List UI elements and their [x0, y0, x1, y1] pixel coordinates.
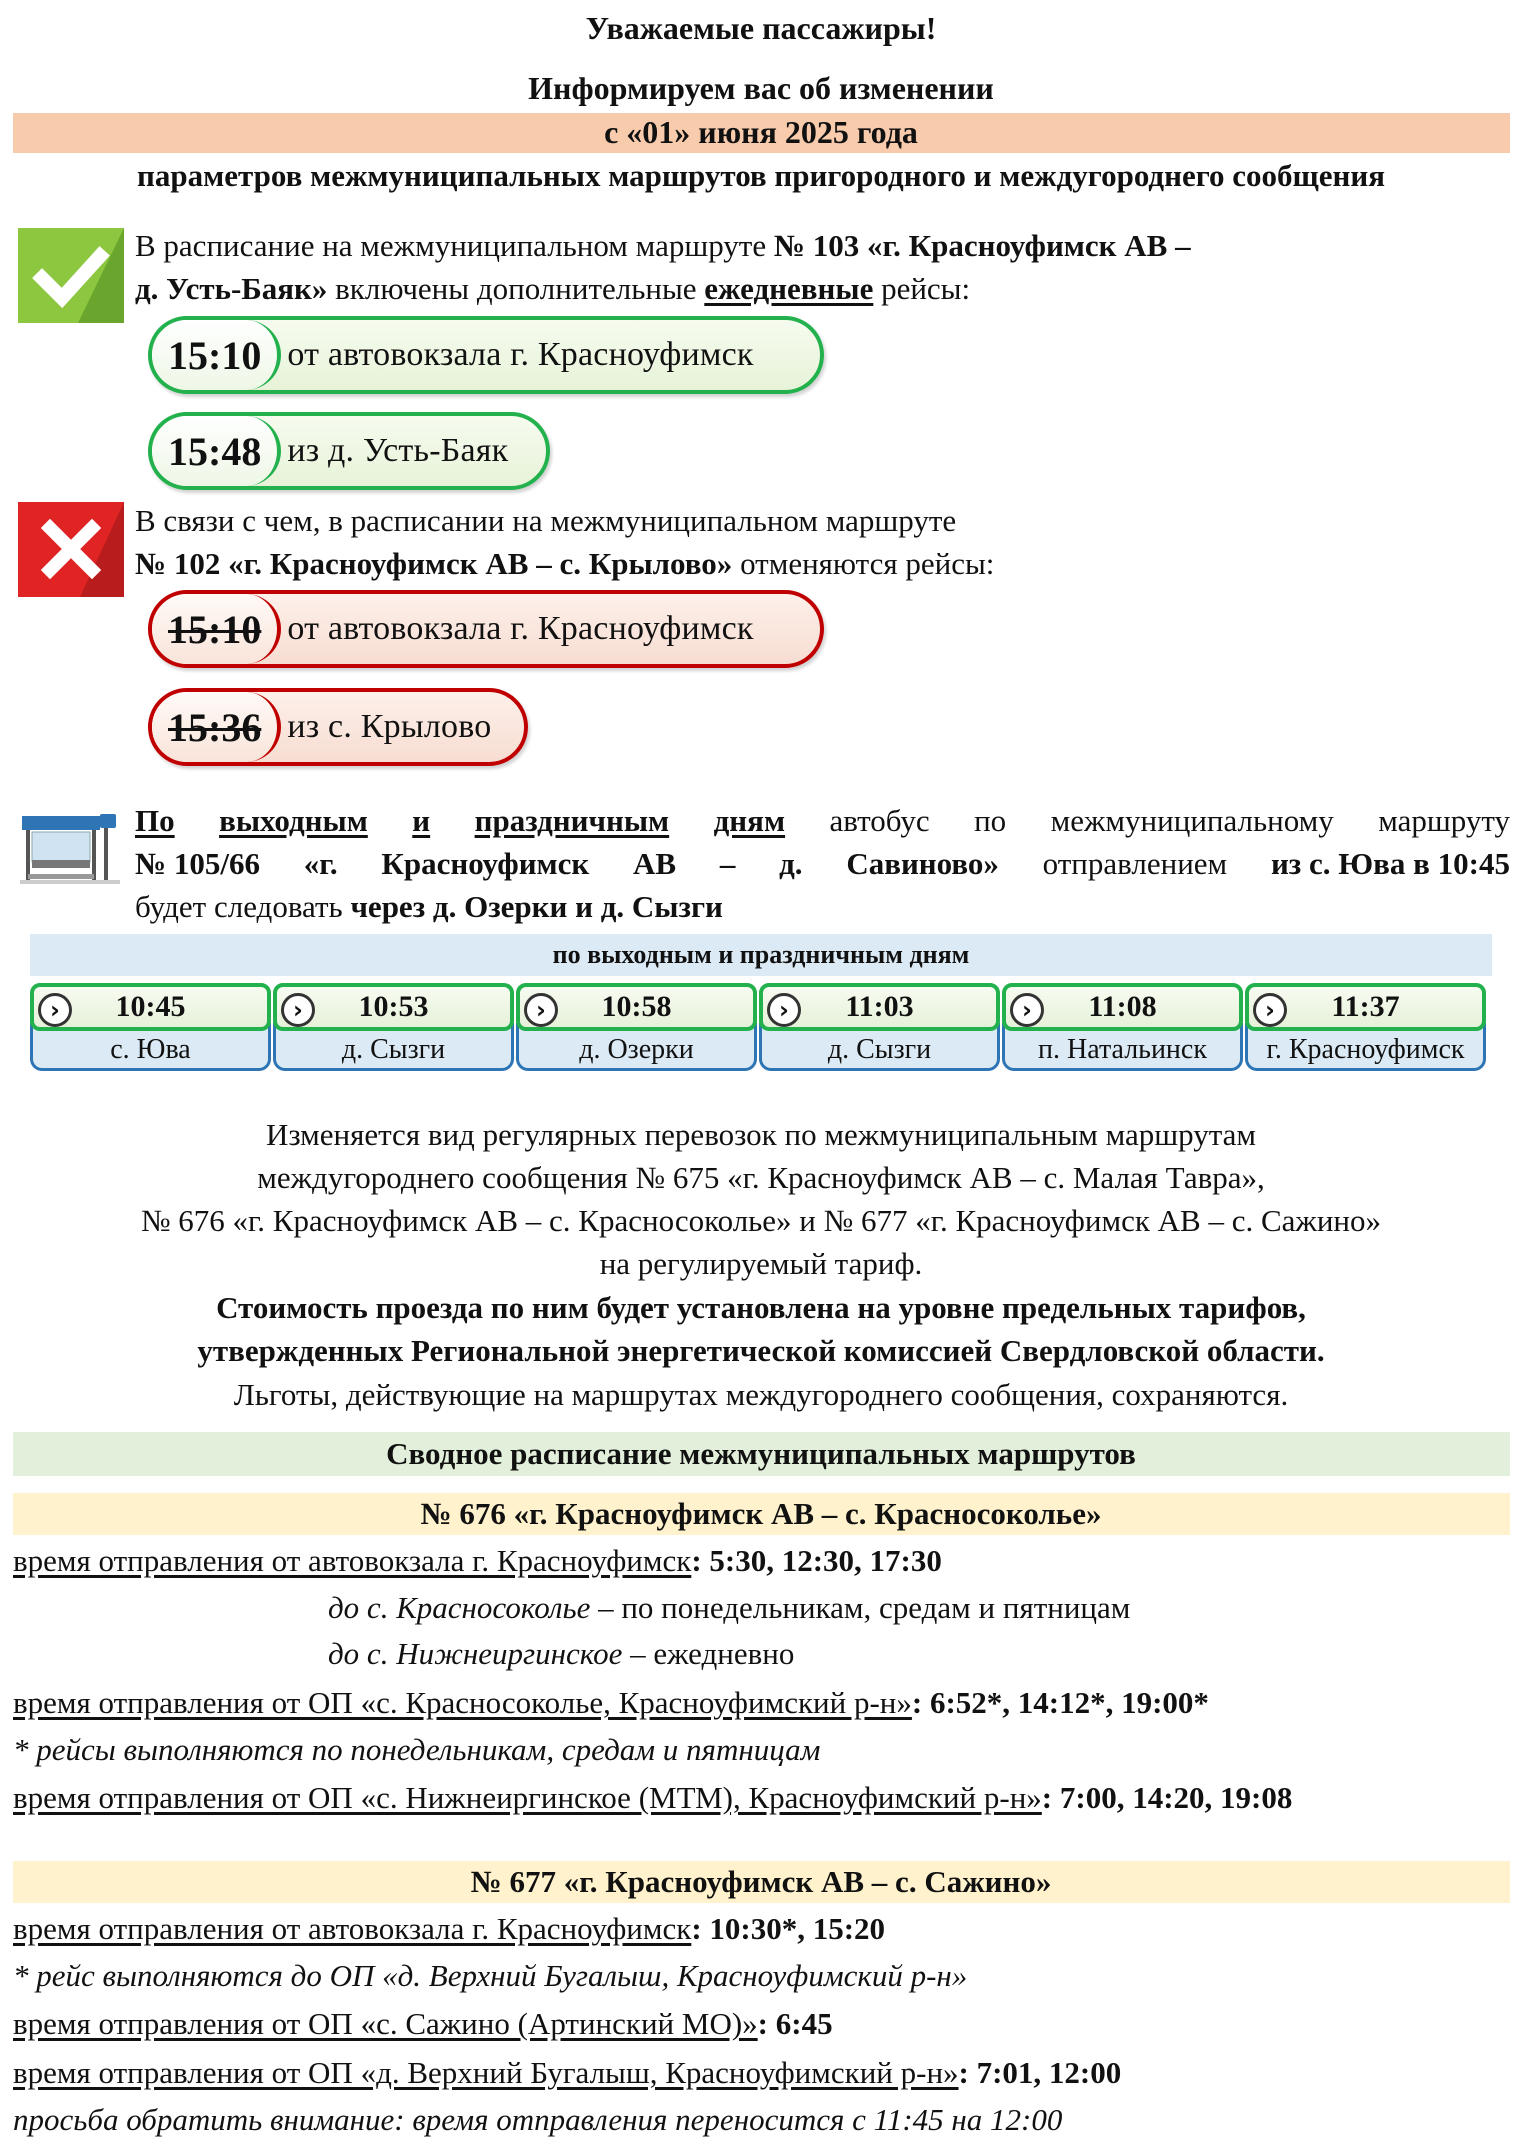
s3-word: № 105/66 [135, 846, 261, 881]
route-677-title: № 677 «г. Красноуфимск АВ – с. Сажино» [470, 1864, 1052, 1899]
greeting: Уважаемые пассажиры! [585, 10, 937, 46]
trip-label: из с. Крылово [287, 708, 492, 745]
chevron-right-icon: › [767, 993, 801, 1027]
r677-star: * рейс выполняются до ОП «д. Верхний Бугалыш, Красноуфимский р-н» [13, 1958, 968, 1993]
route-stop [759, 983, 1000, 1071]
s3-word: по [974, 803, 1007, 838]
stop-name: д. Озерки [516, 1023, 757, 1071]
s1-route: № 103 «г. Красноуфимск АВ – [773, 228, 1191, 263]
trip-label: от автовокзала г. Красноуфимск [287, 610, 754, 647]
s3-word: праздничным [474, 803, 670, 838]
s3-word: отправлением [1042, 846, 1228, 881]
check-icon [18, 228, 124, 323]
trip-badge-added [148, 412, 550, 490]
summary-title: Сводное расписание межмуниципальных маршрутов [386, 1436, 1136, 1471]
trip-time: 15:48 [152, 416, 281, 486]
route-stop [1245, 983, 1486, 1071]
r676-dep3 [13, 1780, 1292, 1816]
trip-label: из д. Усть-Баяк [287, 432, 509, 469]
trip-badge-cancelled [148, 688, 528, 766]
s4-line6: утвержденных Региональной энергетической комиссией Свердловской области. [197, 1333, 1325, 1368]
stop-time: 11:08 [1088, 990, 1157, 1023]
trip-time: 15:10 [152, 320, 281, 390]
trip-time: 15:36 [152, 692, 281, 762]
s3-word: автобус [829, 803, 930, 838]
trip-badge-cancelled [148, 590, 824, 668]
s3-word: «г. [303, 846, 338, 881]
stop-time-box [1245, 983, 1486, 1031]
stop-name: г. Красноуфимск [1245, 1023, 1486, 1071]
s3-word: Савиново» [846, 846, 999, 881]
s3-line2 [135, 846, 1510, 882]
s3-line3 [135, 889, 723, 925]
r676-note1 [328, 1590, 1130, 1626]
stop-name: д. Сызги [759, 1023, 1000, 1071]
s1-line1 [135, 228, 1191, 264]
stop-time-box [759, 983, 1000, 1031]
s1-line2 [135, 271, 970, 307]
s1-text-b: включены дополнительные [327, 271, 705, 306]
note-text: – ежедневно [622, 1636, 795, 1671]
trip-label: от автовокзала г. Красноуфимск [287, 336, 754, 373]
r676-star: * рейсы выполняются по понедельникам, средам и пятницам [13, 1732, 821, 1767]
inform-line: Информируем вас об изменении [528, 70, 994, 106]
s3-line1 [135, 803, 1510, 839]
r676-dep2 [13, 1685, 1209, 1721]
stop-name: с. Юва [30, 1023, 271, 1071]
s3-word: – [719, 846, 736, 881]
dep-label: время отправления от автовокзала г. Красноуфимск [13, 1911, 692, 1946]
r677-note: просьба обратить внимание: время отправления переносится с 11:45 на 12:00 [13, 2102, 1063, 2137]
r677-dep3 [13, 2055, 1121, 2091]
r676-note2 [328, 1636, 794, 1672]
dep-label: время отправления от ОП «с. Сажино (Артинский МО)» [13, 2006, 758, 2041]
route-stop [273, 983, 514, 1071]
trip-badge-added [148, 316, 824, 394]
s4-line1: Изменяется вид регулярных перевозок по межмуниципальным маршрутам [265, 1117, 1257, 1152]
s2-route: № 102 «г. Красноуфимск АВ – с. Крылово» [135, 546, 733, 581]
stop-time: 10:45 [115, 990, 186, 1023]
stop-time-box [516, 983, 757, 1031]
r676-dep1 [13, 1543, 942, 1579]
chevron-right-icon: › [1253, 993, 1287, 1027]
s4-line3: № 676 «г. Красноуфимск АВ – с. Красносоколье» и № 677 «г. Красноуфимск АВ – с. Сажино» [140, 1203, 1381, 1238]
dep-label: время отправления от ОП «с. Красносоколье, Красноуфимский р-н» [13, 1685, 912, 1720]
trip-time: 15:10 [152, 594, 281, 664]
cross-icon [18, 502, 124, 597]
s3-word: межмуниципальному [1050, 803, 1334, 838]
stop-time: 10:53 [358, 990, 429, 1023]
note-text: – по понедельникам, средам и пятницам [590, 1590, 1131, 1625]
s3-word: из с. Юва в 10:45 [1270, 846, 1510, 881]
s1-route-b: д. Усть-Баяк» [135, 271, 328, 306]
stop-time-box [30, 983, 271, 1031]
dep-times: : 10:30*, 15:20 [691, 1911, 886, 1946]
weekend-banner: по выходным и праздничным дням [30, 934, 1492, 976]
s3-word: выходным [219, 803, 368, 838]
chevron-right-icon: › [524, 993, 558, 1027]
s2-line1: В связи с чем, в расписании на межмуниципальном маршруте [135, 503, 957, 538]
s3-text: будет следовать [135, 889, 351, 924]
s3-word: По [135, 803, 175, 838]
note-dest: до с. Красносоколье [328, 1590, 591, 1625]
s3-via: через д. Озерки и д. Сызги [350, 889, 723, 924]
dep-label: время отправления от ОП «д. Верхний Бугалыш, Красноуфимский р-н» [13, 2055, 959, 2090]
stop-time: 11:37 [1331, 990, 1400, 1023]
dep-times: : 7:01, 12:00 [958, 2055, 1122, 2090]
chevron-right-icon: › [1010, 993, 1044, 1027]
dep-label: время отправления от автовокзала г. Красноуфимск [13, 1543, 692, 1578]
date-line: с «01» июня 2025 года [604, 114, 918, 150]
dep-times: : 6:45 [757, 2006, 833, 2041]
stop-time-box [273, 983, 514, 1031]
note-dest: до с. Нижнеиргинское [328, 1636, 623, 1671]
s2-text-b: отменяются рейсы: [732, 546, 995, 581]
s4-line4: на регулируемый тариф. [599, 1246, 923, 1281]
stop-time-box [1002, 983, 1243, 1031]
s3-word: дням [713, 803, 786, 838]
dep-times: : 7:00, 14:20, 19:08 [1041, 1780, 1293, 1815]
route-stop [30, 983, 271, 1071]
s3-word: и [412, 803, 431, 838]
route-stop [1002, 983, 1243, 1071]
s4-line5: Стоимость проезда по ним будет установлена на уровне предельных тарифов, [216, 1290, 1306, 1325]
dep-label: время отправления от ОП «с. Нижнеиргинское (МТМ), Красноуфимский р-н» [13, 1780, 1042, 1815]
chevron-right-icon: › [281, 993, 315, 1027]
s3-word: АВ [633, 846, 677, 881]
chevron-right-icon: › [38, 993, 72, 1027]
s3-word: Красноуфимск [381, 846, 590, 881]
s1-daily: ежедневные [704, 271, 874, 306]
stop-name: д. Сызги [273, 1023, 514, 1071]
s3-word: маршруту [1378, 803, 1510, 838]
stop-name: п. Натальинск [1002, 1023, 1243, 1071]
s4-line7: Льготы, действующие на маршрутах междугороднего сообщения, сохраняются. [233, 1377, 1289, 1412]
bus-stop-icon [20, 812, 120, 888]
dep-times: : 5:30, 12:30, 17:30 [691, 1543, 942, 1578]
stop-time: 11:03 [845, 990, 914, 1023]
r677-dep2 [13, 2006, 833, 2042]
s1-text-a: В расписание на межмуниципальном маршруте [135, 228, 774, 263]
s4-line2: междугороднего сообщения № 675 «г. Красноуфимск АВ – с. Малая Тавра», [257, 1160, 1265, 1195]
stop-time: 10:58 [601, 990, 672, 1023]
dep-times: : 6:52*, 14:12*, 19:00* [911, 1685, 1209, 1720]
s2-line2 [135, 546, 994, 582]
route-676-title: № 676 «г. Красноуфимск АВ – с. Красносоколье» [420, 1496, 1102, 1531]
subject-line: параметров межмуниципальных маршрутов пригородного и междугороднего сообщения [137, 158, 1385, 193]
s3-word: д. [779, 846, 803, 881]
s1-text-c: рейсы: [873, 271, 971, 306]
r677-dep1 [13, 1911, 885, 1947]
route-stop [516, 983, 757, 1071]
